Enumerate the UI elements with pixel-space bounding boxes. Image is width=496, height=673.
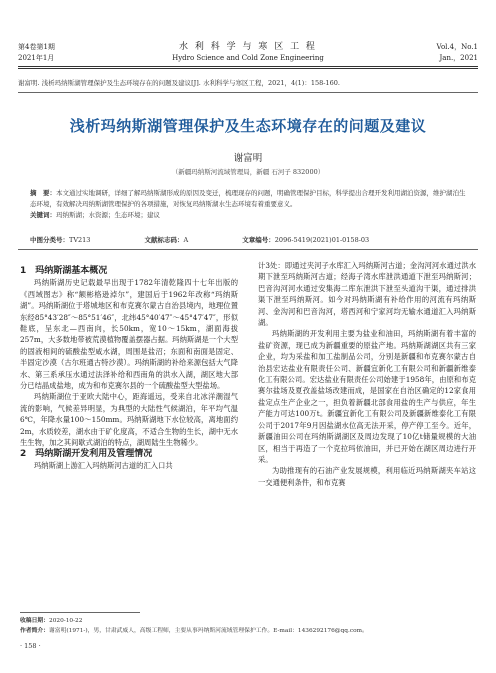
keywords-text: 玛纳斯湖；水资源；生态环境；建议 [56, 211, 160, 219]
section-2-heading: 2 玛纳斯湖开发利用及管理情况 [20, 448, 153, 459]
header-rule-thick [18, 66, 478, 67]
volume-cn: 第4卷第1期 [18, 43, 55, 51]
abstract-text: 本文通过实地调研，详细了解玛纳斯湖形成的原因及变迁，梳理现存的问题，明确管理保护目标，科学提出合理开发利用湖泊资源，维护湖泊生态环境，有效解决玛纳斯湖管理保护的各项措施，对恢复玛纳斯湖水生态环境有着重要意义。 [30, 189, 466, 208]
left-paragraph-1: 玛纳斯湖历史记载最早出现于1782年清乾隆四十七年出版的《西域图志》称“额彬格逊淖尔”，建国后于1962年改称“玛纳斯湖”。玛纳斯湖位于塔城地区和布克赛尔蒙古自治县境内，地理位置东经85°43′28″～85°51′46″，北纬45°40′47″～45°47′47″，形似鞋底，呈东北—西南向，长50km，宽10～15km，湖面海拔257m，大多数地带被荒漠植物覆盖摆器占据。玛纳斯湖是一个大型的固液相间的硫酸盐型咸水湖，周围是盐沼；东面和南面是固定、半固定沙漠（古尔班通古特沙漠）。玛纳斯湖的补给来源包括大气降水、第三系承压水通过法泽补给和西南角的洪水入湖，湖区地大部分已结晶成盐地，成为和布克赛尔县的一个硫酸盐型大型盐场。 [20, 278, 238, 391]
journal-cn: 水 利 科 学 与 寒 区 工 程 [179, 42, 317, 52]
doc-label: 文献标志码： [144, 236, 184, 244]
article-number-item [242, 236, 369, 244]
abstract-label: 摘 要： [30, 189, 56, 197]
right-column [258, 260, 476, 488]
author-bio-label: 作者简介： [20, 628, 49, 634]
clc-label: 中图分类号： [30, 236, 69, 244]
header-center [18, 42, 478, 64]
paper-title: 浅析玛纳斯湖管理保护及生态环境存在的问题及建议 [69, 117, 427, 135]
author-bio [20, 626, 478, 636]
page-number: · 158 · [20, 642, 41, 650]
doc-value: A [183, 236, 189, 244]
abstract-block [30, 188, 466, 221]
volume-en: Vol.4，No.1 [436, 43, 478, 51]
author-bio-text: 谢富明(1971-)，男，甘肃武威人，高级工程师，主要从事玛纳斯河流域管理保护工作。E-mail：1436292176@qq.com。 [49, 628, 368, 634]
citation: 谢富明. 浅析玛纳斯湖管理保护及生态环境存在的问题及建议[J]. 水利科学与寒区工程，2021，4(1)：158-160. [18, 79, 340, 87]
keywords [30, 210, 466, 221]
doc-item [145, 236, 189, 244]
right-paragraph-2: 玛纳斯湖的开发利用主要为盐业和油田，玛纳斯湖有着丰富的盐矿资源，现已成为新疆重要的原盐产地。玛纳斯湖湖区共有三家企业，均为采盐和加工盐制品公司，分别是新疆和布克赛尔蒙古自治县宏达盐业有限责任公司、新疆宜新化工有限公司和新疆新维泰化工有限公司。宏达盐业有限责任公司始建于1958年，由原和布克赛尔盐场及夏孜盖盐场改建而成，是国家在自治区确定的12家食用盐定点生产企业之一，担负着新疆北部食用盐的生产与供应，年生产能力可达100万t。新疆宜新化工有限公司及新疆新维泰化工有限公司于2017年9月因盐湖水位高无法开采，停产停工至今。近年，新疆油田公司在玛纳斯湖湖区及周边发现了10亿t储量规模的大油区，相当于再造了一个克拉玛依油田，并已开始在湖区周边进行开采。 [258, 329, 476, 464]
left-paragraph-3: 玛纳斯湖上游汇入玛纳斯河古道的汇入口共 [34, 460, 173, 470]
keywords-label: 关键词： [30, 211, 56, 219]
date-cn: 2021年1月 [18, 54, 55, 62]
clc-item [30, 236, 90, 244]
abstract [30, 188, 466, 210]
header-right [437, 42, 478, 64]
received-value: 2020-10-22 [49, 618, 83, 624]
header-rule-thin [18, 68, 478, 69]
left-column [20, 260, 238, 471]
left-paragraph-2: 玛纳斯湖位于亚欧大陆中心，距海遥远，受来自北冰洋潮湿气流的影响，气候差异明显，为典型的大陆性气候湖泊，年平均气温6℃，年降水量100～150mm。玛纳斯湖地下水位较高，离地面约2m，水质较差，湖水由于矿化度高，不适合生物的生长，湖中无水生生物，加之其间歇式湖泊的特点，湖周陆生生物稀少。 [20, 392, 238, 448]
citation-rule [18, 92, 478, 93]
received-date [20, 616, 478, 626]
article-number-label: 文章编号： [242, 236, 275, 244]
right-paragraph-1: 计3处：即通过夹河子水库汇入玛纳斯河古道；金沟河河水通过洪水期下泄至玛纳斯河古道；经海子湾水库泄洪通道下泄至玛纳斯河；巴音沟河河水通过安集海二库东泄洪下泄至头道沟干渠，通过排洪渠下泄至玛纳斯河。如今对玛纳斯湖有补给作用的河流有玛纳斯河、金沟河和巴音沟河，塔西河和宁家河均无输水通道汇入玛纳斯湖。 [258, 261, 476, 328]
footnote [20, 616, 478, 636]
body-rule [18, 249, 478, 250]
article-number-value: 2096-5419(2021)01-0158-03 [274, 236, 370, 244]
clc-value: TV213 [69, 236, 91, 244]
author-name: 谢富明 [233, 153, 263, 164]
received-label: 收稿日期： [20, 618, 49, 624]
classification-line [30, 235, 466, 244]
section-1-heading: 1 玛纳斯湖基本概况 [20, 266, 108, 276]
date-en: Jan.，2021 [439, 54, 478, 62]
footnote-rule [20, 612, 140, 613]
right-paragraph-3: 为助推现有的石油产业发展规模，利用临近玛纳斯湖夹车站这一交通便利条件，和布克赛 [258, 466, 476, 487]
journal-en: Hydro Science and Cold Zone Engineering [172, 54, 324, 62]
affiliation: （新疆玛纳斯河流域管理局，新疆 石河子 832000） [171, 168, 325, 176]
